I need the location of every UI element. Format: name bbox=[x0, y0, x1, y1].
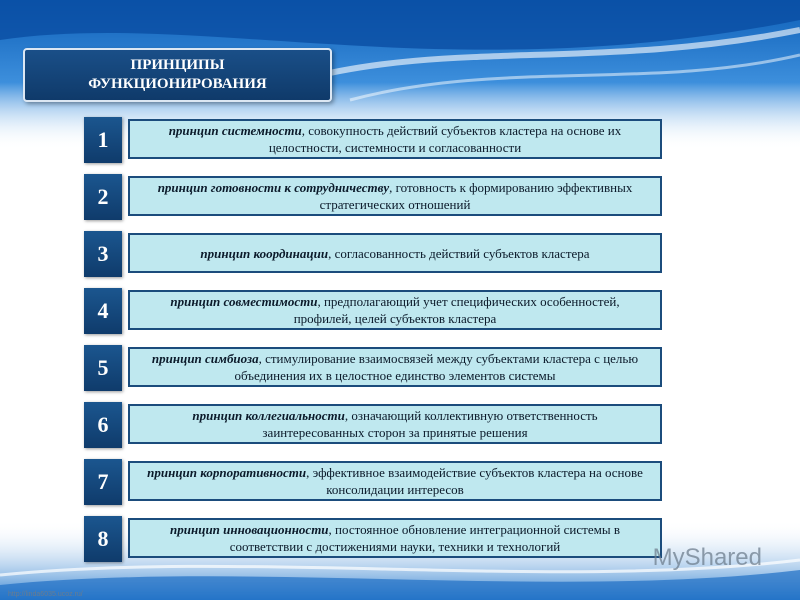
title-line-2: ФУНКЦИОНИРОВАНИЯ bbox=[88, 76, 267, 92]
principle-number: 3 bbox=[84, 231, 122, 277]
principle-box bbox=[128, 518, 662, 558]
principle-box bbox=[128, 119, 662, 159]
principle-row bbox=[84, 516, 666, 562]
principle-row bbox=[84, 117, 666, 163]
principle-number: 7 bbox=[84, 459, 122, 505]
principle-name: принцип корпоративности bbox=[147, 465, 307, 480]
principle-row bbox=[84, 174, 666, 220]
principle-row bbox=[84, 459, 666, 505]
principle-text: , готовность к формированию эффективных стратегических отношений bbox=[319, 180, 633, 212]
principle-text: , постоянное обновление интеграционной системы в соответствии с достижениями науки, техники и технологий bbox=[229, 522, 620, 554]
principle-name: принцип симбиоза bbox=[151, 351, 259, 366]
principle-number: 2 bbox=[84, 174, 122, 220]
principle-number: 8 bbox=[84, 516, 122, 562]
principle-name: принцип готовности к сотрудничеству bbox=[157, 180, 390, 195]
watermark-logo: MyShared bbox=[652, 544, 762, 571]
principle-text: , стимулирование взаимосвязей между субъектами кластера с целью объединения их в целостное единство элементов системы bbox=[234, 351, 639, 383]
principle-number: 5 bbox=[84, 345, 122, 391]
principle-box bbox=[128, 233, 662, 273]
principle-box bbox=[128, 461, 662, 501]
principle-text: , совокупность действий субъектов кластера на основе их целостности, системности и согласованности bbox=[268, 123, 622, 155]
title-line-1: ПРИНЦИПЫ bbox=[130, 57, 225, 73]
principle-box bbox=[128, 290, 662, 330]
principle-number: 1 bbox=[84, 117, 122, 163]
principle-text: , эффективное взаимодействие субъектов кластера на основе консолидации интересов bbox=[306, 465, 643, 497]
principle-name: принцип координации bbox=[200, 245, 329, 261]
principle-box bbox=[128, 404, 662, 444]
principle-text: , означающий коллективную ответственность заинтересованных сторон за принятые решения bbox=[262, 408, 598, 440]
principle-row bbox=[84, 345, 666, 391]
principle-number: 6 bbox=[84, 402, 122, 448]
principle-text: , предполагающий учет специфических особенностей, профилей, целей субъектов кластера bbox=[293, 294, 620, 326]
principle-name: принцип системности bbox=[168, 123, 302, 138]
principle-box bbox=[128, 176, 662, 216]
principle-number: 4 bbox=[84, 288, 122, 334]
principle-name: принцип коллегиальности bbox=[192, 408, 345, 423]
principle-box bbox=[128, 347, 662, 387]
principle-name: принцип инновационности bbox=[170, 522, 329, 537]
footer-url[interactable]: http://linda6035.ucoz.ru/ bbox=[8, 591, 83, 598]
principle-row bbox=[84, 402, 666, 448]
slide-title bbox=[23, 48, 332, 102]
principle-text: , согласованность действий субъектов кластера bbox=[328, 245, 590, 261]
principle-row bbox=[84, 231, 666, 277]
principle-row bbox=[84, 288, 666, 334]
principle-name: принцип совместимости bbox=[170, 294, 318, 309]
